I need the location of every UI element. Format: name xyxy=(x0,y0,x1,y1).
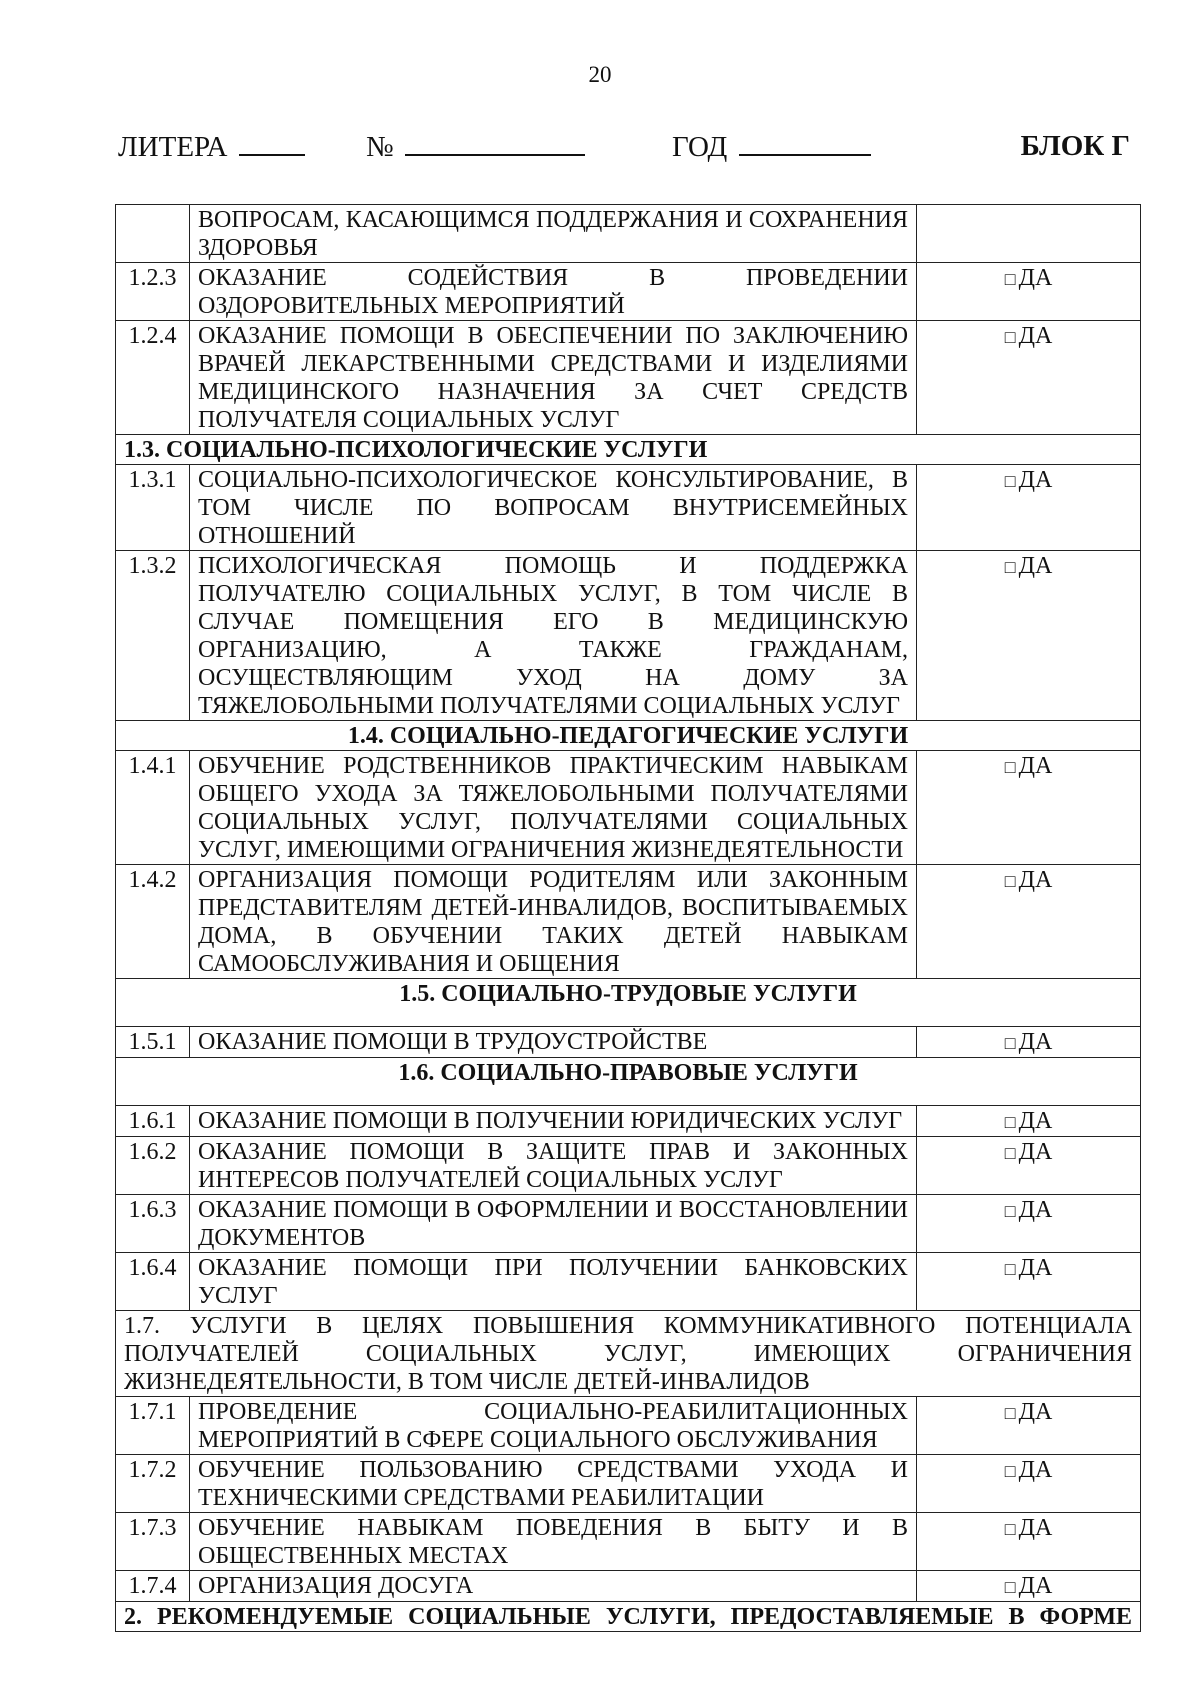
checkbox-icon[interactable]: □ xyxy=(1004,1201,1016,1221)
yes-label: ДА xyxy=(1018,867,1053,893)
checkbox-icon[interactable]: □ xyxy=(1004,1403,1016,1423)
checkbox-icon[interactable]: □ xyxy=(1004,1033,1016,1053)
yes-label: ДА xyxy=(1018,1197,1053,1223)
checkbox-icon[interactable]: □ xyxy=(1004,1112,1016,1132)
table-row xyxy=(116,205,1141,263)
table-row xyxy=(116,551,1141,721)
section-header-row xyxy=(116,1311,1141,1397)
service-name: СОЦИАЛЬНО-ПСИХОЛОГИЧЕСКОЕ КОНСУЛЬТИРОВАНИЕ, В ТОМ ЧИСЛЕ ПО ВОПРОСАМ ВНУТРИСЕМЕЙНЫХ ОТНОШЕНИЙ xyxy=(190,465,917,551)
year-blank[interactable] xyxy=(739,130,871,156)
service-selection-cell xyxy=(917,321,1141,435)
yes-label: ДА xyxy=(1018,1029,1053,1055)
service-name: ОКАЗАНИЕ ПОМОЩИ В ОФОРМЛЕНИИ И ВОССТАНОВЛЕНИИ ДОКУМЕНТОВ xyxy=(190,1195,917,1253)
service-name: ОРГАНИЗАЦИЯ ПОМОЩИ РОДИТЕЛЯМ ИЛИ ЗАКОННЫМ ПРЕДСТАВИТЕЛЯМ ДЕТЕЙ-ИНВАЛИДОВ, ВОСПИТЫВАЕМЫХ ДОМА, В ОБУЧЕНИИ ТАКИХ ДЕТЕЙ НАВЫКАМ САМООБСЛУЖИВАНИЯ И ОБЩЕНИЯ xyxy=(190,865,917,979)
litera-field xyxy=(118,130,305,164)
section-title: 1.3. СОЦИАЛЬНО-ПСИХОЛОГИЧЕСКИЕ УСЛУГИ xyxy=(116,435,1141,465)
table-row xyxy=(116,1195,1141,1253)
checkbox-icon[interactable]: □ xyxy=(1004,1259,1016,1279)
services-table xyxy=(115,204,1141,1632)
service-number: 1.3.2 xyxy=(116,551,190,721)
service-name: ОКАЗАНИЕ ПОМОЩИ В ОБЕСПЕЧЕНИИ ПО ЗАКЛЮЧЕНИЮ ВРАЧЕЙ ЛЕКАРСТВЕННЫМИ СРЕДСТВАМИ И ИЗДЕЛИЯМИ МЕДИЦИНСКОГО НАЗНАЧЕНИЯ ЗА СЧЕТ СРЕДСТВ ПОЛУЧАТЕЛЯ СОЦИАЛЬНЫХ УСЛУГ xyxy=(190,321,917,435)
service-number xyxy=(116,205,190,263)
checkbox-icon[interactable]: □ xyxy=(1004,557,1016,577)
year-field xyxy=(672,130,871,164)
service-selection-cell xyxy=(917,1397,1141,1455)
yes-label: ДА xyxy=(1018,323,1053,349)
service-number: 1.4.2 xyxy=(116,865,190,979)
section-title: 1.7. УСЛУГИ В ЦЕЛЯХ ПОВЫШЕНИЯ КОММУНИКАТИВНОГО ПОТЕНЦИАЛА ПОЛУЧАТЕЛЕЙ СОЦИАЛЬНЫХ УСЛУГ, ИМЕЮЩИХ ОГРАНИЧЕНИЯ ЖИЗНЕДЕЯТЕЛЬНОСТИ, В ТОМ ЧИСЛЕ ДЕТЕЙ-ИНВАЛИДОВ xyxy=(116,1311,1141,1397)
form-header xyxy=(118,130,1130,170)
table-row xyxy=(116,263,1141,321)
service-name: ОКАЗАНИЕ ПОМОЩИ В ЗАЩИТЕ ПРАВ И ЗАКОННЫХ ИНТЕРЕСОВ ПОЛУЧАТЕЛЕЙ СОЦИАЛЬНЫХ УСЛУГ xyxy=(190,1137,917,1195)
yes-label: ДА xyxy=(1018,553,1053,579)
section-header-row xyxy=(116,435,1141,465)
service-number: 1.5.1 xyxy=(116,1027,190,1058)
table-row xyxy=(116,1253,1141,1311)
yes-label: ДА xyxy=(1018,1457,1053,1483)
yes-label: ДА xyxy=(1018,1515,1053,1541)
section-title: 1.6. СОЦИАЛЬНО-ПРАВОВЫЕ УСЛУГИ xyxy=(116,1058,1141,1106)
checkbox-icon[interactable]: □ xyxy=(1004,1519,1016,1539)
section-title: 2. РЕКОМЕНДУЕМЫЕ СОЦИАЛЬНЫЕ УСЛУГИ, ПРЕДОСТАВЛЯЕМЫЕ В ФОРМЕ xyxy=(116,1602,1141,1632)
service-name: ВОПРОСАМ, КАСАЮЩИМСЯ ПОДДЕРЖАНИЯ И СОХРАНЕНИЯ ЗДОРОВЬЯ xyxy=(190,205,917,263)
service-number: 1.7.2 xyxy=(116,1455,190,1513)
service-name: ОБУЧЕНИЕ НАВЫКАМ ПОВЕДЕНИЯ В БЫТУ И В ОБЩЕСТВЕННЫХ МЕСТАХ xyxy=(190,1513,917,1571)
service-selection-cell xyxy=(917,205,1141,263)
table-row xyxy=(116,865,1141,979)
service-selection-cell xyxy=(917,1027,1141,1058)
yes-label: ДА xyxy=(1018,265,1053,291)
table-row xyxy=(116,1513,1141,1571)
service-selection-cell xyxy=(917,865,1141,979)
service-number: 1.7.4 xyxy=(116,1571,190,1602)
service-selection-cell xyxy=(917,1195,1141,1253)
service-name: ОРГАНИЗАЦИЯ ДОСУГА xyxy=(190,1571,917,1602)
checkbox-icon[interactable]: □ xyxy=(1004,1461,1016,1481)
service-number: 1.7.3 xyxy=(116,1513,190,1571)
table-row xyxy=(116,1397,1141,1455)
year-label: ГОД xyxy=(672,131,728,163)
section-title: 1.4. СОЦИАЛЬНО-ПЕДАГОГИЧЕСКИЕ УСЛУГИ xyxy=(116,721,1141,751)
table-row xyxy=(116,1571,1141,1602)
number-blank[interactable] xyxy=(405,130,585,156)
checkbox-icon[interactable]: □ xyxy=(1004,269,1016,289)
service-name: ПРОВЕДЕНИЕ СОЦИАЛЬНО-РЕАБИЛИТАЦИОННЫХ МЕРОПРИЯТИЙ В СФЕРЕ СОЦИАЛЬНОГО ОБСЛУЖИВАНИЯ xyxy=(190,1397,917,1455)
yes-label: ДА xyxy=(1018,753,1053,779)
service-selection-cell xyxy=(917,1571,1141,1602)
section-header-row xyxy=(116,1602,1141,1632)
table-row xyxy=(116,1027,1141,1058)
yes-label: ДА xyxy=(1018,1573,1053,1599)
checkbox-icon[interactable]: □ xyxy=(1004,1577,1016,1597)
table-row xyxy=(116,321,1141,435)
service-number: 1.6.1 xyxy=(116,1106,190,1137)
table-row xyxy=(116,1106,1141,1137)
number-field xyxy=(366,130,585,164)
checkbox-icon[interactable]: □ xyxy=(1004,471,1016,491)
section-header-row xyxy=(116,721,1141,751)
yes-label: ДА xyxy=(1018,467,1053,493)
service-number: 1.3.1 xyxy=(116,465,190,551)
service-selection-cell xyxy=(917,263,1141,321)
checkbox-icon[interactable]: □ xyxy=(1004,871,1016,891)
service-selection-cell xyxy=(917,1513,1141,1571)
number-label: № xyxy=(366,131,394,163)
service-name: ОКАЗАНИЕ ПОМОЩИ ПРИ ПОЛУЧЕНИИ БАНКОВСКИХ УСЛУГ xyxy=(190,1253,917,1311)
section-title: 1.5. СОЦИАЛЬНО-ТРУДОВЫЕ УСЛУГИ xyxy=(116,979,1141,1027)
checkbox-icon[interactable]: □ xyxy=(1004,757,1016,777)
service-number: 1.7.1 xyxy=(116,1397,190,1455)
service-name: ОБУЧЕНИЕ ПОЛЬЗОВАНИЮ СРЕДСТВАМИ УХОДА И ТЕХНИЧЕСКИМИ СРЕДСТВАМИ РЕАБИЛИТАЦИИ xyxy=(190,1455,917,1513)
table-row xyxy=(116,751,1141,865)
service-name: ОКАЗАНИЕ ПОМОЩИ В ПОЛУЧЕНИИ ЮРИДИЧЕСКИХ УСЛУГ xyxy=(190,1106,917,1137)
checkbox-icon[interactable]: □ xyxy=(1004,327,1016,347)
service-name: ОКАЗАНИЕ ПОМОЩИ В ТРУДОУСТРОЙСТВЕ xyxy=(190,1027,917,1058)
service-selection-cell xyxy=(917,1253,1141,1311)
yes-label: ДА xyxy=(1018,1255,1053,1281)
service-selection-cell xyxy=(917,1455,1141,1513)
block-label: БЛОК Г xyxy=(1020,130,1130,162)
service-number: 1.6.3 xyxy=(116,1195,190,1253)
service-number: 1.4.1 xyxy=(116,751,190,865)
yes-label: ДА xyxy=(1018,1108,1053,1134)
checkbox-icon[interactable]: □ xyxy=(1004,1143,1016,1163)
service-selection-cell xyxy=(917,1137,1141,1195)
section-header-row xyxy=(116,979,1141,1027)
service-name: ОБУЧЕНИЕ РОДСТВЕННИКОВ ПРАКТИЧЕСКИМ НАВЫКАМ ОБЩЕГО УХОДА ЗА ТЯЖЕЛОБОЛЬНЫМИ ПОЛУЧАТЕЛЯМИ СОЦИАЛЬНЫХ УСЛУГ, ПОЛУЧАТЕЛЯМИ СОЦИАЛЬНЫХ УСЛУГ, ИМЕЮЩИМИ ОГРАНИЧЕНИЯ ЖИЗНЕДЕЯТЕЛЬНОСТИ xyxy=(190,751,917,865)
yes-label: ДА xyxy=(1018,1399,1053,1425)
service-selection-cell xyxy=(917,751,1141,865)
yes-label: ДА xyxy=(1018,1139,1053,1165)
service-selection-cell xyxy=(917,465,1141,551)
service-number: 1.2.3 xyxy=(116,263,190,321)
service-name: ОКАЗАНИЕ СОДЕЙСТВИЯ В ПРОВЕДЕНИИ ОЗДОРОВИТЕЛЬНЫХ МЕРОПРИЯТИЙ xyxy=(190,263,917,321)
table-row xyxy=(116,465,1141,551)
table-row xyxy=(116,1137,1141,1195)
section-header-row xyxy=(116,1058,1141,1106)
service-number: 1.6.4 xyxy=(116,1253,190,1311)
service-number: 1.2.4 xyxy=(116,321,190,435)
service-number: 1.6.2 xyxy=(116,1137,190,1195)
service-name: ПСИХОЛОГИЧЕСКАЯ ПОМОЩЬ И ПОДДЕРЖКА ПОЛУЧАТЕЛЮ СОЦИАЛЬНЫХ УСЛУГ, В ТОМ ЧИСЛЕ В СЛУЧАЕ ПОМЕЩЕНИЯ ЕГО В МЕДИЦИНСКУЮ ОРГАНИЗАЦИЮ, А ТАКЖЕ ГРАЖДАНАМ, ОСУЩЕСТВЛЯЮЩИМ УХОД НА ДОМУ ЗА ТЯЖЕЛОБОЛЬНЫМИ ПОЛУЧАТЕЛЯМИ СОЦИАЛЬНЫХ УСЛУГ xyxy=(190,551,917,721)
litera-label: ЛИТЕРА xyxy=(118,131,228,163)
service-selection-cell xyxy=(917,551,1141,721)
table-row xyxy=(116,1455,1141,1513)
page-number: 20 xyxy=(588,62,612,87)
litera-blank[interactable] xyxy=(239,130,305,156)
service-selection-cell xyxy=(917,1106,1141,1137)
services-table-body xyxy=(116,205,1141,1632)
